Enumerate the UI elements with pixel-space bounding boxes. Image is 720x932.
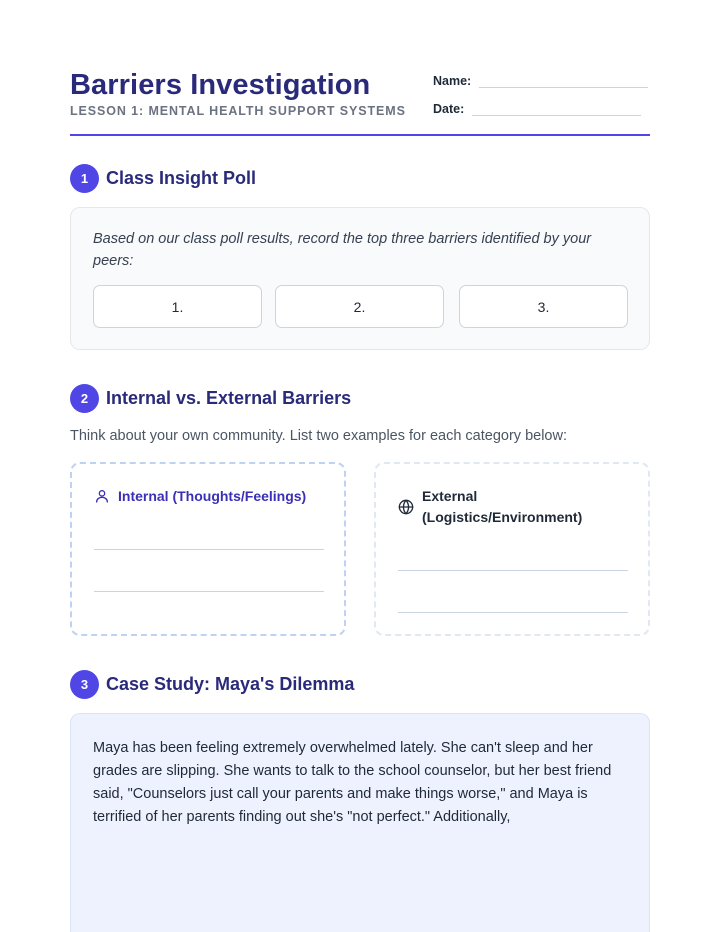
date-field[interactable] <box>472 115 641 116</box>
case-study-box <box>70 713 650 932</box>
name-field[interactable] <box>479 87 648 88</box>
worksheet-header <box>70 66 650 136</box>
internal-card-title: Internal (Thoughts/Feelings) <box>118 488 307 504</box>
section-number: 1 <box>70 164 99 193</box>
internal-answer-line-1[interactable] <box>94 549 324 550</box>
external-answer-line-2[interactable] <box>398 612 628 613</box>
poll-slot-3[interactable]: 3. <box>459 285 628 328</box>
date-row <box>433 102 641 116</box>
name-label: Name: <box>433 74 472 88</box>
section-poll-heading <box>70 164 256 193</box>
case-study-text: Maya has been feeling extremely overwhelmed lately. She can't sleep and her grades are slipping. She wants to talk to the school counselor, but her best friend said, "Counselors just call your parents and make things worse," and Maya is terrified of her parents finding out she's "not perfect." Additionally, <box>93 740 612 825</box>
section-case-heading <box>70 670 354 699</box>
page-title: Barriers Investigation <box>70 69 371 101</box>
poll-box <box>70 207 650 350</box>
section-barriers-heading <box>70 384 351 413</box>
internal-answer-line-2[interactable] <box>94 591 324 592</box>
external-answer-line-1[interactable] <box>398 570 628 571</box>
barriers-intro: Think about your own community. List two examples for each category below: <box>70 428 567 444</box>
section-number: 2 <box>70 384 99 413</box>
name-row <box>433 74 648 88</box>
poll-slot-1[interactable]: 1. <box>93 285 262 328</box>
external-barriers-card <box>374 462 650 636</box>
internal-barriers-card <box>70 462 346 636</box>
globe-icon <box>398 499 414 515</box>
section-title: Internal vs. External Barriers <box>106 388 352 408</box>
poll-instruction: Based on our class poll results, record the top three barriers identified by your peers: <box>93 231 592 269</box>
date-label: Date: <box>433 102 465 116</box>
section-number: 3 <box>70 670 99 699</box>
section-title: Case Study: Maya's Dilemma <box>106 674 355 694</box>
external-card-title: External (Logistics/Environment) <box>422 488 583 525</box>
poll-slot-2[interactable]: 2. <box>275 285 444 328</box>
page-subtitle: LESSON 1: MENTAL HEALTH SUPPORT SYSTEMS <box>70 104 406 118</box>
section-title: Class Insight Poll <box>106 168 257 188</box>
user-icon <box>94 488 110 504</box>
